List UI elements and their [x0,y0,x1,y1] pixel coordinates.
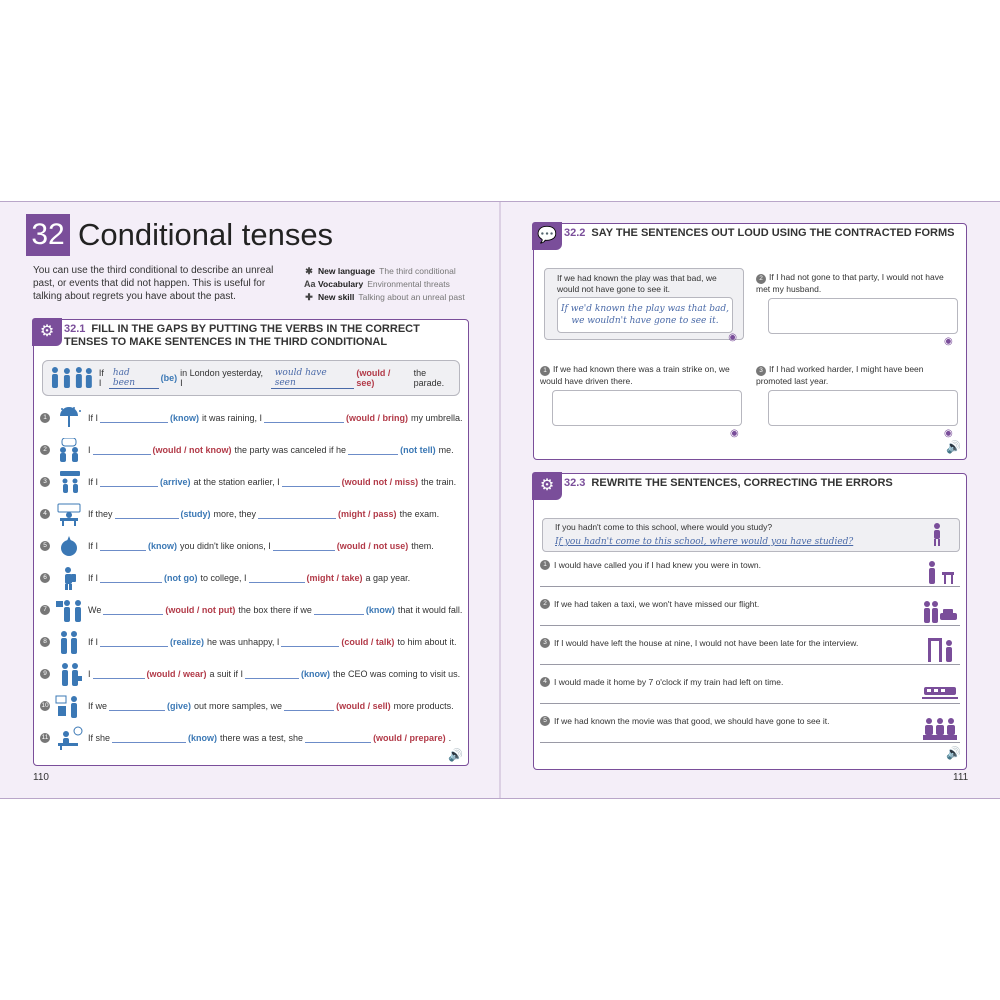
item-text: that it would fall. [397,605,463,615]
item-number: 1 [540,560,550,570]
falling-box-icon [54,598,84,622]
exercise-32-3 [533,473,967,770]
answer-blank[interactable] [314,605,364,615]
train-icon [922,677,958,701]
verb-cue: (could / talk) [341,637,395,647]
audio-icon[interactable]: 🔊 [448,748,463,762]
phone-call-icon [922,560,958,584]
answer-blank[interactable] [115,509,179,519]
exercise-item [40,660,468,688]
item-number: 3 [540,638,550,648]
item-text: If I [88,541,99,551]
train-station-icon [54,470,84,494]
answer-blank[interactable] [100,477,158,487]
exercise-item [40,564,468,592]
businessman-icon [54,662,84,686]
verb-cue: (would / wear) [146,669,207,679]
answer-blank[interactable] [348,445,398,455]
item-text: If I [88,413,99,423]
exercise-item [40,596,468,624]
answer-blank[interactable] [249,573,305,583]
chapter-meta [304,265,465,304]
worked-example [42,360,460,396]
item-text: the CEO was coming to visit us. [333,669,461,679]
item-number: 4 [540,677,550,687]
item-prompt [756,364,956,387]
new-skill-icon: ✚ [305,292,313,302]
item-text: he was unhappy, I [207,637,280,647]
answer-blank[interactable] [100,637,168,647]
item-text: out more samples, we [194,701,283,711]
gear-icon: ⚙ [532,472,562,500]
example-answer-bubble [557,297,733,333]
example-card [544,268,744,343]
gear-icon: ⚙ [32,318,62,346]
item-number: 1 [40,413,50,423]
answer-blank[interactable] [93,445,151,455]
exercise-32-2 [533,223,967,460]
umbrella-rain-icon [54,406,84,430]
answer-blank[interactable] [100,413,168,423]
item-text: If I would have left the house at nine, I would not have been late for the interview. [554,638,859,648]
onion-icon [54,534,84,558]
item-text: If I [88,477,99,487]
item-number: 8 [40,637,50,647]
item-text: it was raining, I [202,413,263,423]
book-spread [0,201,1000,799]
verb-cue: (know) [188,733,218,743]
item-text: We [88,605,102,615]
page-number-right: 111 [953,772,969,783]
answer-blank[interactable] [100,573,162,583]
verb-cue: (arrive) [160,477,191,487]
page-number-left: 110 [33,772,49,783]
item-prompt-text: If we had known there was a train strike on, we would have driven there. [540,364,730,386]
people-icon [49,366,93,390]
answer-blank[interactable] [93,669,145,679]
verb-cue: (might / pass) [338,509,397,519]
meta-value: Talking about an unreal past [358,292,465,302]
verb-cue: (study) [180,509,211,519]
item-number: 4 [40,509,50,519]
item-number: 1 [540,366,550,376]
example-answer: If we'd known the play was that bad, we wouldn't have gone to see it. [561,304,730,326]
item-prompt [540,364,744,387]
item-number: 6 [40,573,50,583]
item-text: If I [88,573,99,583]
item-text: If we [88,701,108,711]
item-text: to college, I [200,573,247,583]
verb-cue: (would / bring) [346,413,409,423]
answer-blank[interactable] [281,637,339,647]
item-text: more, they [213,509,257,519]
chapter-title: Conditional tenses [78,217,334,252]
verb-cue: (would / not use) [336,541,409,551]
chapter-number: 32 [26,214,70,256]
verb-cue: (would / prepare) [373,733,446,743]
item-number: 2 [540,599,550,609]
vocabulary-icon: Aa [304,279,316,289]
meta-value: Environmental threats [367,279,450,289]
answer-blank[interactable] [305,733,371,743]
exercise-number: 32.3 [564,477,586,489]
answer-blank[interactable] [109,701,165,711]
item-text: the box there if we [238,605,312,615]
leaving-house-icon [922,638,958,662]
item-text: the party was canceled if he [234,445,347,455]
exercise-item [40,532,468,560]
item-number: 5 [40,541,50,551]
item-text: I [88,445,91,455]
answer-blank[interactable] [100,541,146,551]
exercise-item [40,628,468,656]
verb-cue: (would / see) [356,368,391,388]
item-text: my umbrella. [411,413,463,423]
audio-icon[interactable]: 🔊 [946,440,961,454]
item-text: If she [88,733,111,743]
verb-cue: (know) [301,669,331,679]
taxi-icon [922,599,958,623]
example-prompt: If you hadn't come to this school, where would you study? [555,522,773,532]
item-text: If we had known the movie was that good, we should have gone to see it. [554,716,830,726]
answer-blank[interactable] [112,733,186,743]
answer-blank[interactable] [273,541,335,551]
item-number: 5 [540,716,550,726]
speaking-head-icon: ◉ [944,336,953,347]
item-prompt [756,272,956,295]
example-answer: had been [109,368,159,389]
backpacker-icon [54,566,84,590]
chapter-intro: You can use the third conditional to describe an unreal past, or events that did not happen. This is useful for talking about regrets you have about the past. [33,265,274,302]
verb-cue: (would / not put) [165,605,236,615]
item-text: I [88,669,91,679]
speaking-head-icon: ◉ [730,428,739,439]
item-text: the exam. [399,509,440,519]
answer-blank[interactable] [258,509,336,519]
speaking-answer-bubble[interactable] [768,298,958,334]
item-text: If they [88,509,113,519]
item-prompt-text: If I had not gone to that party, I would not have met my husband. [756,272,944,294]
item-text: to him about it. [397,637,457,647]
meta-label: Vocabulary [318,279,364,289]
verb-cue: (not go) [164,573,198,583]
speaking-head-icon: ◉ [944,428,953,439]
rewrite-row[interactable] [540,560,960,587]
answer-blank[interactable] [282,477,340,487]
exercise-instruction: FILL IN THE GAPS BY PUTTING THE VERBS IN THE CORRECT TENSES TO MAKE SENTENCES IN THE THIRD CONDITIONAL [64,323,420,348]
presenter-icon [54,694,84,718]
speaking-head-icon: ◉ [728,332,737,343]
rewrite-row[interactable] [540,638,960,665]
exercise-item [40,404,468,432]
verb-cue: (know) [365,605,395,615]
item-text: I would made it home by 7 o'clock if my train had left on time. [554,677,784,687]
exercise-item [40,468,468,496]
answer-blank[interactable] [284,701,334,711]
exercise-heading [564,477,964,490]
item-number: 3 [756,366,766,376]
item-number: 3 [40,477,50,487]
item-text: . [448,733,452,743]
answer-blank[interactable] [103,605,163,615]
exercise-instruction: REWRITE THE SENTENCES, CORRECTING THE ERRORS [591,477,893,489]
exercise-item [40,500,468,528]
meta-value: The third conditional [379,266,456,276]
item-text: If we had taken a taxi, we won't have missed our flight. [554,599,760,609]
item-number: 11 [41,734,49,741]
item-text: a suit if I [209,669,244,679]
cinema-audience-icon [922,716,958,740]
verb-cue: (might / take) [306,573,363,583]
example-card [542,518,960,552]
verb-cue: (would / sell) [336,701,391,711]
item-number: 2 [40,445,50,455]
new-language-icon: ✱ [305,266,313,276]
people-talking-icon [54,438,84,462]
example-text: in London yesterday, I [180,368,264,388]
item-text: more products. [393,701,454,711]
meta-label: New skill [318,292,355,302]
couple-icon [54,630,84,654]
example-text: the parade. [413,368,445,388]
item-text: If I [88,637,99,647]
exercise-heading [64,323,464,349]
example-answer: If you hadn't come to this school, where would you have studied? [555,537,854,547]
exercise-heading [564,227,964,240]
verb-cue: (know) [170,413,200,423]
student-desk-icon [54,502,84,526]
item-text: you didn't like onions, I [180,541,271,551]
item-text: the train. [421,477,457,487]
item-number: 7 [40,605,50,615]
item-number: 2 [756,274,766,284]
speech-bubble-icon: 💬 [532,222,562,250]
book-spine [499,202,501,798]
exercise-item [40,692,468,720]
rewrite-row[interactable] [540,599,960,626]
verb-cue: (be) [160,373,178,383]
item-text: them. [411,541,434,551]
exercise-instruction: SAY THE SENTENCES OUT LOUD USING THE CONTRACTED FORMS [591,227,955,239]
speaking-answer-bubble[interactable] [552,390,742,426]
audio-icon[interactable]: 🔊 [946,746,961,760]
rewrite-row[interactable] [540,716,960,743]
item-text: me. [438,445,454,455]
verb-cue: (not tell) [400,445,436,455]
rewrite-row[interactable] [540,677,960,704]
item-text: at the station earlier, I [193,477,280,487]
item-text: there was a test, she [220,733,304,743]
exercise-32-1 [33,319,469,766]
verb-cue: (would / not know) [152,445,232,455]
exercise-number: 32.1 [64,323,86,335]
item-number: 9 [40,669,50,679]
exercise-number: 32.2 [564,227,586,239]
speaking-answer-bubble[interactable] [768,390,958,426]
answer-blank[interactable] [264,413,344,423]
student-clock-icon [54,726,84,750]
meta-label: New language [318,266,376,276]
exercise-item [40,724,468,752]
verb-cue: (know) [148,541,178,551]
verb-cue: (realize) [170,637,205,647]
example-answer: would have seen [271,368,355,389]
example-prompt: If we had known the play was that bad, we would not have gone to see it. [557,273,717,294]
item-prompt-text: If I had worked harder, I might have been promoted last year. [756,364,924,386]
answer-blank[interactable] [245,669,299,679]
exercise-item [40,436,468,464]
verb-cue: (would not / miss) [341,477,419,487]
example-text: If I [98,368,104,388]
item-text: a gap year. [365,573,411,583]
student-walking-icon [929,523,945,547]
item-text: I would have called you if I had knew you were in town. [554,560,761,570]
verb-cue: (give) [167,701,192,711]
item-number: 10 [41,702,49,709]
